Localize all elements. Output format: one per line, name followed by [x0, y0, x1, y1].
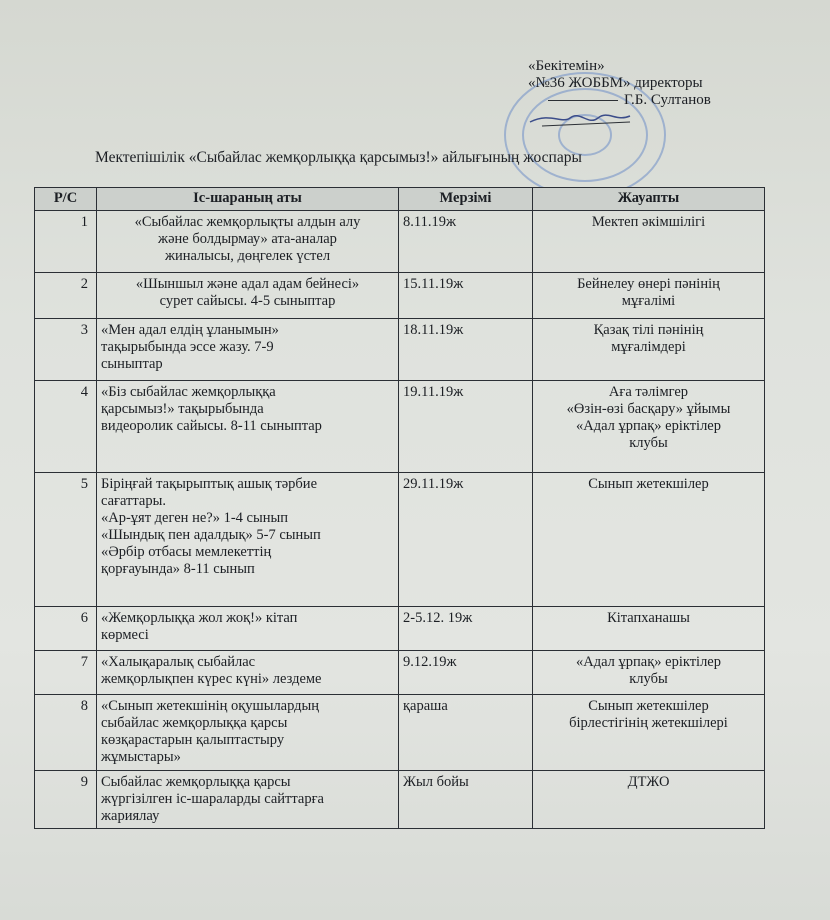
event-name-cell [97, 771, 399, 829]
responsible-line: Сынып жетекшілер [588, 698, 709, 714]
event-name-line: көзқарастарын қалыптастыру [101, 732, 285, 748]
table-row [35, 607, 765, 651]
event-name-line: сағаттары. [101, 493, 166, 509]
responsible-line: «Адал ұрпақ» еріктілер [576, 418, 721, 434]
responsible-cell [533, 319, 765, 381]
row-number: 9 [35, 771, 97, 829]
responsible-cell [533, 273, 765, 319]
event-name-line: көрмесі [101, 627, 149, 643]
deadline-cell: қараша [399, 695, 533, 771]
responsible-line: мұғалімі [621, 293, 676, 309]
row-number: 1 [35, 211, 97, 273]
event-name-line: «Әрбір отбасы мемлекеттің [101, 544, 272, 560]
event-name-line: жүргізілген іс-шараларды сайттарға [101, 791, 324, 807]
event-name-line: жариялау [101, 808, 160, 824]
event-name-line: жұмыстары» [101, 749, 181, 765]
header-deadline: Мерзімі [399, 188, 533, 211]
deadline-cell: 2-5.12. 19ж [399, 607, 533, 651]
responsible-line: бірлестігінің жетекшілері [569, 715, 728, 731]
event-name-cell [97, 473, 399, 607]
responsible-cell [533, 381, 765, 473]
row-number: 4 [35, 381, 97, 473]
event-name-cell [97, 695, 399, 771]
table-row [35, 771, 765, 829]
event-name-line: тақырыбында эссе жазу. 7-9 [101, 339, 274, 355]
deadline-cell: 15.11.19ж [399, 273, 533, 319]
plan-table-body [35, 211, 765, 829]
event-name-line: «Сынып жетекшінің оқушылардың [101, 698, 320, 714]
approval-signatory: Г.Б. Султанов [528, 92, 778, 109]
responsible-line: ДТЖО [627, 774, 670, 790]
table-row [35, 319, 765, 381]
row-number: 8 [35, 695, 97, 771]
responsible-cell [533, 695, 765, 771]
responsible-cell [533, 771, 765, 829]
table-row [35, 651, 765, 695]
responsible-line: Кітапханашы [607, 610, 690, 626]
responsible-line: мұғалімдері [611, 339, 686, 355]
row-number: 5 [35, 473, 97, 607]
deadline-cell: 18.11.19ж [399, 319, 533, 381]
table-header-row [35, 188, 765, 211]
deadline-cell: 19.11.19ж [399, 381, 533, 473]
event-name-line: «Мен адал елдің ұланымын» [101, 322, 279, 338]
table-row [35, 273, 765, 319]
header-responsible: Жауапты [533, 188, 765, 211]
event-name-line: «Шыншыл және адал адам бейнесі» [135, 276, 360, 292]
row-number: 6 [35, 607, 97, 651]
event-name-cell [97, 211, 399, 273]
deadline-cell: 9.12.19ж [399, 651, 533, 695]
responsible-line: Аға тәлімгер [608, 384, 689, 400]
responsible-cell [533, 211, 765, 273]
event-name-cell [97, 381, 399, 473]
event-name-line: Сыбайлас жемқорлыққа қарсы [101, 774, 291, 790]
row-number: 2 [35, 273, 97, 319]
responsible-line: «Адал ұрпақ» еріктілер [576, 654, 721, 670]
event-name-line: сыбайлас жемқорлыққа қарсы [101, 715, 288, 731]
event-name-cell [97, 607, 399, 651]
event-name-line: «Халықаралық сыбайлас [101, 654, 256, 670]
header-event-name: Іс-шараның аты [97, 188, 399, 211]
row-number: 3 [35, 319, 97, 381]
approval-position: «№36 ЖОББМ» директоры [528, 75, 703, 91]
responsible-line: Бейнелеу өнері пәнінің [577, 276, 720, 292]
responsible-line: «Өзін-өзі басқару» ұйымы [566, 401, 731, 417]
document-title: Мектепішілік «Сыбайлас жемқорлыққа қарсымыз!» айлығының жоспары [95, 149, 582, 166]
approval-block [528, 58, 778, 109]
responsible-line: клубы [629, 671, 668, 687]
event-name-line: «Сыбайлас жемқорлықты алдын алу [134, 214, 361, 230]
event-name-line: жемқорлықпен күрес күні» лездеме [101, 671, 322, 687]
event-name-line: «Жемқорлыққа жол жоқ!» кітап [101, 610, 298, 626]
plan-table [34, 187, 765, 829]
responsible-line: Қазақ тілі пәнінің [593, 322, 704, 338]
table-row [35, 695, 765, 771]
event-name-line: видеоролик сайысы. 8-11 сыныптар [101, 418, 322, 434]
deadline-cell: 29.11.19ж [399, 473, 533, 607]
event-name-line: сыныптар [101, 356, 163, 372]
table-row [35, 211, 765, 273]
event-name-line: «Біз сыбайлас жемқорлыққа [101, 384, 276, 400]
event-name-line: сурет сайысы. 4-5 сыныптар [159, 293, 336, 309]
approval-label: «Бекітемін» [528, 58, 605, 74]
row-number: 7 [35, 651, 97, 695]
responsible-cell [533, 651, 765, 695]
signature-stroke [530, 115, 630, 122]
table-row [35, 381, 765, 473]
responsible-line: Мектеп әкімшілігі [591, 214, 706, 230]
event-name-line: жиналысы, дөңгелек үстел [164, 248, 331, 264]
deadline-cell: Жыл бойы [399, 771, 533, 829]
event-name-cell [97, 319, 399, 381]
event-name-line: Біріңғай тақырыптық ашық тәрбие [101, 476, 318, 492]
header-number: Р/С [35, 188, 97, 211]
event-name-line: «Ар-ұят деген не?» 1-4 сынып [101, 510, 288, 526]
event-name-cell [97, 651, 399, 695]
responsible-line: клубы [629, 435, 668, 451]
event-name-cell [97, 273, 399, 319]
responsible-line: Сынып жетекшілер [588, 476, 709, 492]
event-name-line: қарсымыз!» тақырыбында [101, 401, 264, 417]
responsible-cell [533, 473, 765, 607]
event-name-line: және болдырмау» ата-аналар [158, 231, 337, 247]
event-name-line: қорғауында» 8-11 сынып [101, 561, 255, 577]
table-row [35, 473, 765, 607]
responsible-cell [533, 607, 765, 651]
event-name-line: «Шындық пен адалдық» 5-7 сынып [101, 527, 321, 543]
deadline-cell: 8.11.19ж [399, 211, 533, 273]
